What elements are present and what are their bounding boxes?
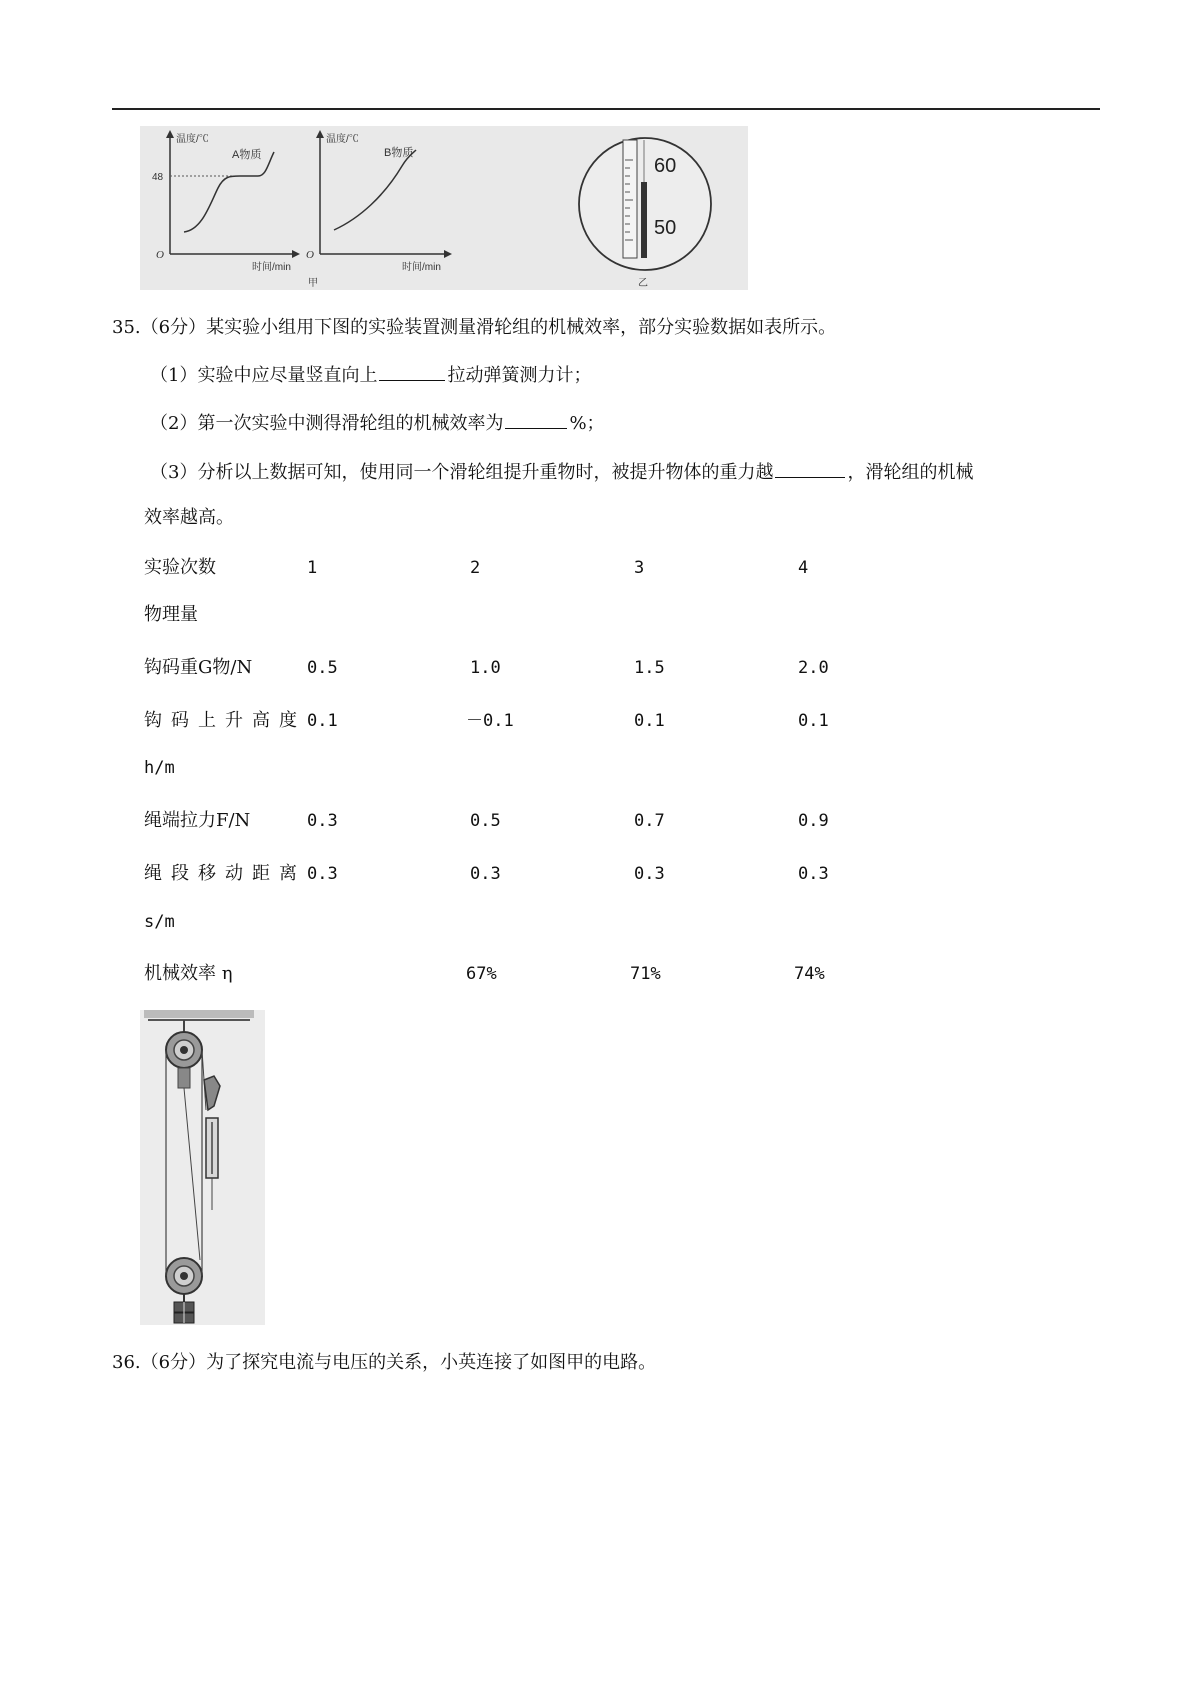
question-35-stem: 35.（6分）某实验小组用下图的实验装置测量滑轮组的机械效率，部分实验数据如表所示。	[112, 317, 837, 338]
part-2-text-after: %；	[569, 413, 605, 434]
part-1-text-before: （1）实验中应尽量竖直向上	[150, 365, 378, 386]
header-rule	[112, 108, 1100, 110]
table-column-header: 4	[798, 558, 809, 578]
table-row-label: 钩码上升高度	[144, 710, 306, 731]
table-cell: 0.1	[798, 711, 829, 731]
chart-b-ylabel: 温度/℃	[326, 134, 359, 145]
table-cell: －0.1	[466, 711, 514, 731]
figure-heating-curves	[140, 126, 748, 290]
table-header-label-2: 物理量	[144, 604, 198, 625]
chart-a-xlabel: 时间/min	[252, 262, 291, 273]
table-cell: 0.5	[470, 811, 501, 831]
table-cell: 0.1	[634, 711, 665, 731]
table-row-label: 机械效率 η	[144, 963, 233, 984]
thermometer-label-50: 50	[654, 217, 677, 239]
table-cell: 0.7	[634, 811, 665, 831]
pulley-apparatus-image	[140, 1010, 265, 1325]
table-cell: 0.3	[307, 811, 338, 831]
chart-a-ytick: 48	[152, 172, 164, 183]
chart-a-ylabel: 温度/℃	[176, 134, 209, 145]
chart-b-xlabel: 时间/min	[402, 262, 441, 273]
part-1-text-after: 拉动弹簧测力计；	[447, 365, 592, 386]
table-column-header: 1	[307, 558, 318, 578]
table-cell: 0.3	[634, 864, 665, 884]
answer-blank-3[interactable]	[775, 459, 845, 478]
part-3-text-before: （3）分析以上数据可知，使用同一个滑轮组提升重物时，被提升物体的重力越	[150, 462, 774, 483]
table-cell: 0.3	[798, 864, 829, 884]
chart-b-origin: O	[306, 249, 314, 261]
thermometer	[579, 138, 711, 289]
part-2-text-before: （2）第一次实验中测得滑轮组的机械效率为	[150, 413, 504, 434]
table-cell: 1.0	[470, 658, 501, 678]
table-cell: 0.3	[470, 864, 501, 884]
question-35-part-1	[150, 362, 591, 388]
answer-blank-1[interactable]	[379, 362, 445, 381]
question-35-part-3	[150, 459, 973, 485]
table-cell: 71%	[630, 964, 661, 984]
table-cell: 0.9	[798, 811, 829, 831]
chart-a-series-label: A物质	[232, 149, 262, 161]
chart-a	[152, 130, 300, 273]
chart-a-origin: O	[156, 249, 164, 261]
caption-jia: 甲	[308, 278, 318, 289]
answer-blank-2[interactable]	[505, 410, 567, 429]
table-cell: 74%	[794, 964, 825, 984]
table-cell: 0.5	[307, 658, 338, 678]
table-cell: 0.3	[307, 864, 338, 884]
thermometer-label-60: 60	[654, 155, 677, 177]
table-column-header: 3	[634, 558, 645, 578]
table-cell: 0.1	[307, 711, 338, 731]
question-36-stem: 36.（6分）为了探究电流与电压的关系，小英连接了如图甲的电路。	[112, 1352, 657, 1373]
table-column-header: 2	[470, 558, 481, 578]
question-35-part-2	[150, 410, 605, 436]
table-cell: 2.0	[798, 658, 829, 678]
chart-b-series-label: B物质	[384, 147, 414, 159]
table-cell: 1.5	[634, 658, 665, 678]
table-row-label-unit: s/m	[144, 912, 175, 932]
heating-curves-figure	[140, 126, 748, 290]
part-3-text-after: ，滑轮组的机械	[847, 462, 974, 483]
table-row-label: 绳段移动距离	[144, 863, 306, 884]
chart-b	[306, 130, 452, 273]
table-row-label-unit: h/m	[144, 758, 175, 778]
table-header-label: 实验次数	[144, 557, 216, 578]
caption-yi: 乙	[638, 278, 648, 289]
pulley-apparatus-drawing	[140, 1010, 265, 1325]
table-row-label: 钩码重G物/N	[144, 657, 253, 678]
question-35-part-3-continued: 效率越高。	[144, 507, 234, 528]
table-cell: 67%	[466, 964, 497, 984]
table-row-label: 绳端拉力F/N	[144, 810, 251, 831]
